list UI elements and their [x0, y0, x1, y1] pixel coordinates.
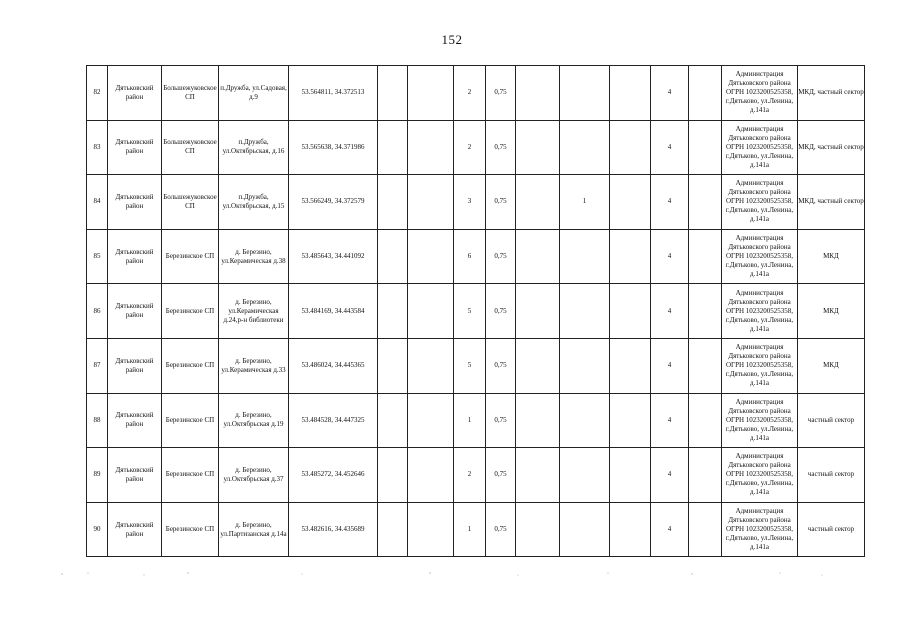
empty-cell-c6	[408, 120, 454, 175]
empty-cell-c5	[378, 66, 408, 121]
row-number: 88	[87, 393, 108, 448]
category-cell: 4	[651, 229, 689, 284]
container-count-cell: 5	[454, 284, 486, 339]
container-volume-cell: 0,75	[486, 66, 516, 121]
address-cell: п.Дружба, ул.Октябрьская, д.15	[219, 175, 289, 230]
address-cell: д. Березино, ул.Октябрьская д.37	[219, 448, 289, 503]
empty-cell-c9	[516, 175, 560, 230]
row-number: 87	[87, 338, 108, 393]
coordinates-cell: 53.482616, 34.435689	[289, 502, 378, 557]
table-row	[87, 175, 865, 230]
coordinates-cell: 53.484528, 34.447325	[289, 393, 378, 448]
empty-cell-c11	[610, 502, 651, 557]
table-row	[87, 448, 865, 503]
extra-count-cell	[560, 66, 610, 121]
district-cell: Дятьковский район	[108, 448, 162, 503]
category-cell: 4	[651, 175, 689, 230]
empty-cell-c11	[610, 175, 651, 230]
empty-cell-c6	[408, 66, 454, 121]
district-cell: Дятьковский район	[108, 284, 162, 339]
settlement-cell: Большежуковское СП	[162, 175, 219, 230]
table-row	[87, 338, 865, 393]
empty-cell-c9	[516, 66, 560, 121]
container-volume-cell: 0,75	[486, 175, 516, 230]
empty-cell-c13	[689, 393, 722, 448]
empty-cell-c5	[378, 448, 408, 503]
settlement-cell: Березинское СП	[162, 338, 219, 393]
empty-cell-c9	[516, 229, 560, 284]
extra-count-cell	[560, 502, 610, 557]
waste-source-cell: МКД, частный сектор	[798, 120, 865, 175]
category-cell: 4	[651, 448, 689, 503]
empty-cell-c13	[689, 175, 722, 230]
container-count-cell: 2	[454, 448, 486, 503]
waste-source-cell: МКД, частный сектор	[798, 175, 865, 230]
empty-cell-c9	[516, 284, 560, 339]
coordinates-cell: 53.486024, 34.445365	[289, 338, 378, 393]
table-row	[87, 502, 865, 557]
container-count-cell: 1	[454, 502, 486, 557]
empty-cell-c13	[689, 284, 722, 339]
category-cell: 4	[651, 393, 689, 448]
empty-cell-c9	[516, 502, 560, 557]
container-volume-cell: 0,75	[486, 393, 516, 448]
category-cell: 4	[651, 120, 689, 175]
table-row	[87, 66, 865, 121]
category-cell: 4	[651, 502, 689, 557]
empty-cell-c9	[516, 448, 560, 503]
container-volume-cell: 0,75	[486, 448, 516, 503]
district-cell: Дятьковский район	[108, 393, 162, 448]
extra-count-cell	[560, 284, 610, 339]
empty-cell-c11	[610, 120, 651, 175]
extra-count-cell	[560, 338, 610, 393]
waste-source-cell: частный сектор	[798, 502, 865, 557]
category-cell: 4	[651, 338, 689, 393]
coordinates-cell: 53.566249, 34.372579	[289, 175, 378, 230]
container-count-cell: 6	[454, 229, 486, 284]
coordinates-cell: 53.485643, 34.441092	[289, 229, 378, 284]
extra-count-cell: 1	[560, 175, 610, 230]
address-cell: п.Дружба, ул.Садовая, д.9	[219, 66, 289, 121]
empty-cell-c9	[516, 120, 560, 175]
empty-cell-c13	[689, 338, 722, 393]
district-cell: Дятьковский район	[108, 175, 162, 230]
empty-cell-c13	[689, 229, 722, 284]
empty-cell-c9	[516, 338, 560, 393]
container-volume-cell: 0,75	[486, 502, 516, 557]
empty-cell-c6	[408, 393, 454, 448]
table-row	[87, 120, 865, 175]
district-cell: Дятьковский район	[108, 120, 162, 175]
settlement-cell: Большежуковское СП	[162, 66, 219, 121]
waste-source-cell: МКД	[798, 338, 865, 393]
waste-source-cell: частный сектор	[798, 448, 865, 503]
category-cell: 4	[651, 284, 689, 339]
address-cell: д. Березино, ул.Керамическая д.24,р-н библиотеки	[219, 284, 289, 339]
district-cell: Дятьковский район	[108, 338, 162, 393]
row-number: 84	[87, 175, 108, 230]
empty-cell-c11	[610, 66, 651, 121]
container-volume-cell: 0,75	[486, 229, 516, 284]
coordinates-cell: 53.564811, 34.372513	[289, 66, 378, 121]
empty-cell-c13	[689, 502, 722, 557]
waste-source-cell: МКД, частный сектор	[798, 66, 865, 121]
row-number: 83	[87, 120, 108, 175]
empty-cell-c9	[516, 393, 560, 448]
waste-source-cell: МКД	[798, 284, 865, 339]
table-row	[87, 229, 865, 284]
address-cell: д. Березино, ул.Керамическая д.38	[219, 229, 289, 284]
container-volume-cell: 0,75	[486, 284, 516, 339]
empty-cell-c5	[378, 393, 408, 448]
empty-cell-c5	[378, 502, 408, 557]
empty-cell-c11	[610, 338, 651, 393]
container-count-cell: 5	[454, 338, 486, 393]
settlement-cell: Большежуковское СП	[162, 120, 219, 175]
extra-count-cell	[560, 229, 610, 284]
empty-cell-c5	[378, 338, 408, 393]
extra-count-cell	[560, 120, 610, 175]
owner-cell: Администрация Дятьковского района ОГРН 1023200525358, г.Дятьково, ул.Ленина, д.141а	[722, 66, 798, 121]
empty-cell-c13	[689, 120, 722, 175]
category-cell: 4	[651, 66, 689, 121]
empty-cell-c6	[408, 229, 454, 284]
owner-cell: Администрация Дятьковского района ОГРН 1023200525358, г.Дятьково, ул.Ленина, д.141а	[722, 284, 798, 339]
empty-cell-c6	[408, 448, 454, 503]
empty-cell-c5	[378, 284, 408, 339]
settlement-cell: Березинское СП	[162, 502, 219, 557]
container-count-cell: 2	[454, 120, 486, 175]
empty-cell-c13	[689, 66, 722, 121]
container-volume-cell: 0,75	[486, 338, 516, 393]
address-cell: д. Березино, ул.Партизанская д.14а	[219, 502, 289, 557]
owner-cell: Администрация Дятьковского района ОГРН 1023200525358, г.Дятьково, ул.Ленина, д.141а	[722, 502, 798, 557]
empty-cell-c11	[610, 229, 651, 284]
district-cell: Дятьковский район	[108, 502, 162, 557]
owner-cell: Администрация Дятьковского района ОГРН 1023200525358, г.Дятьково, ул.Ленина, д.141а	[722, 393, 798, 448]
extra-count-cell	[560, 393, 610, 448]
empty-cell-c6	[408, 502, 454, 557]
container-count-cell: 2	[454, 66, 486, 121]
table-row	[87, 284, 865, 339]
waste-source-cell: МКД	[798, 229, 865, 284]
row-number: 86	[87, 284, 108, 339]
empty-cell-c5	[378, 229, 408, 284]
owner-cell: Администрация Дятьковского района ОГРН 1023200525358, г.Дятьково, ул.Ленина, д.141а	[722, 338, 798, 393]
empty-cell-c6	[408, 284, 454, 339]
empty-cell-c11	[610, 393, 651, 448]
address-cell: п.Дружба, ул.Октябрьская, д.16	[219, 120, 289, 175]
waste-sites-table	[86, 65, 865, 557]
owner-cell: Администрация Дятьковского района ОГРН 1023200525358, г.Дятьково, ул.Ленина, д.141а	[722, 448, 798, 503]
settlement-cell: Березинское СП	[162, 229, 219, 284]
row-number: 90	[87, 502, 108, 557]
extra-count-cell	[560, 448, 610, 503]
settlement-cell: Березинское СП	[162, 284, 219, 339]
container-count-cell: 3	[454, 175, 486, 230]
table-row	[87, 393, 865, 448]
coordinates-cell: 53.485272, 34.452646	[289, 448, 378, 503]
empty-cell-c6	[408, 175, 454, 230]
district-cell: Дятьковский район	[108, 229, 162, 284]
container-volume-cell: 0,75	[486, 120, 516, 175]
owner-cell: Администрация Дятьковского района ОГРН 1023200525358, г.Дятьково, ул.Ленина, д.141а	[722, 120, 798, 175]
empty-cell-c13	[689, 448, 722, 503]
address-cell: д. Березино, ул.Керамическая д.33	[219, 338, 289, 393]
settlement-cell: Березинское СП	[162, 448, 219, 503]
owner-cell: Администрация Дятьковского района ОГРН 1023200525358, г.Дятьково, ул.Ленина, д.141а	[722, 175, 798, 230]
coordinates-cell: 53.484169, 34.443584	[289, 284, 378, 339]
district-cell: Дятьковский район	[108, 66, 162, 121]
empty-cell-c6	[408, 338, 454, 393]
scan-artifact-dots	[40, 570, 840, 578]
row-number: 89	[87, 448, 108, 503]
empty-cell-c11	[610, 284, 651, 339]
container-count-cell: 1	[454, 393, 486, 448]
row-number: 82	[87, 66, 108, 121]
page-number: 152	[441, 32, 463, 47]
empty-cell-c5	[378, 120, 408, 175]
owner-cell: Администрация Дятьковского района ОГРН 1023200525358, г.Дятьково, ул.Ленина, д.141а	[722, 229, 798, 284]
row-number: 85	[87, 229, 108, 284]
address-cell: д. Березино, ул.Октябрьская д.19	[219, 393, 289, 448]
empty-cell-c11	[610, 448, 651, 503]
coordinates-cell: 53.565638, 34.371986	[289, 120, 378, 175]
waste-source-cell: частный сектор	[798, 393, 865, 448]
settlement-cell: Березинское СП	[162, 393, 219, 448]
empty-cell-c5	[378, 175, 408, 230]
